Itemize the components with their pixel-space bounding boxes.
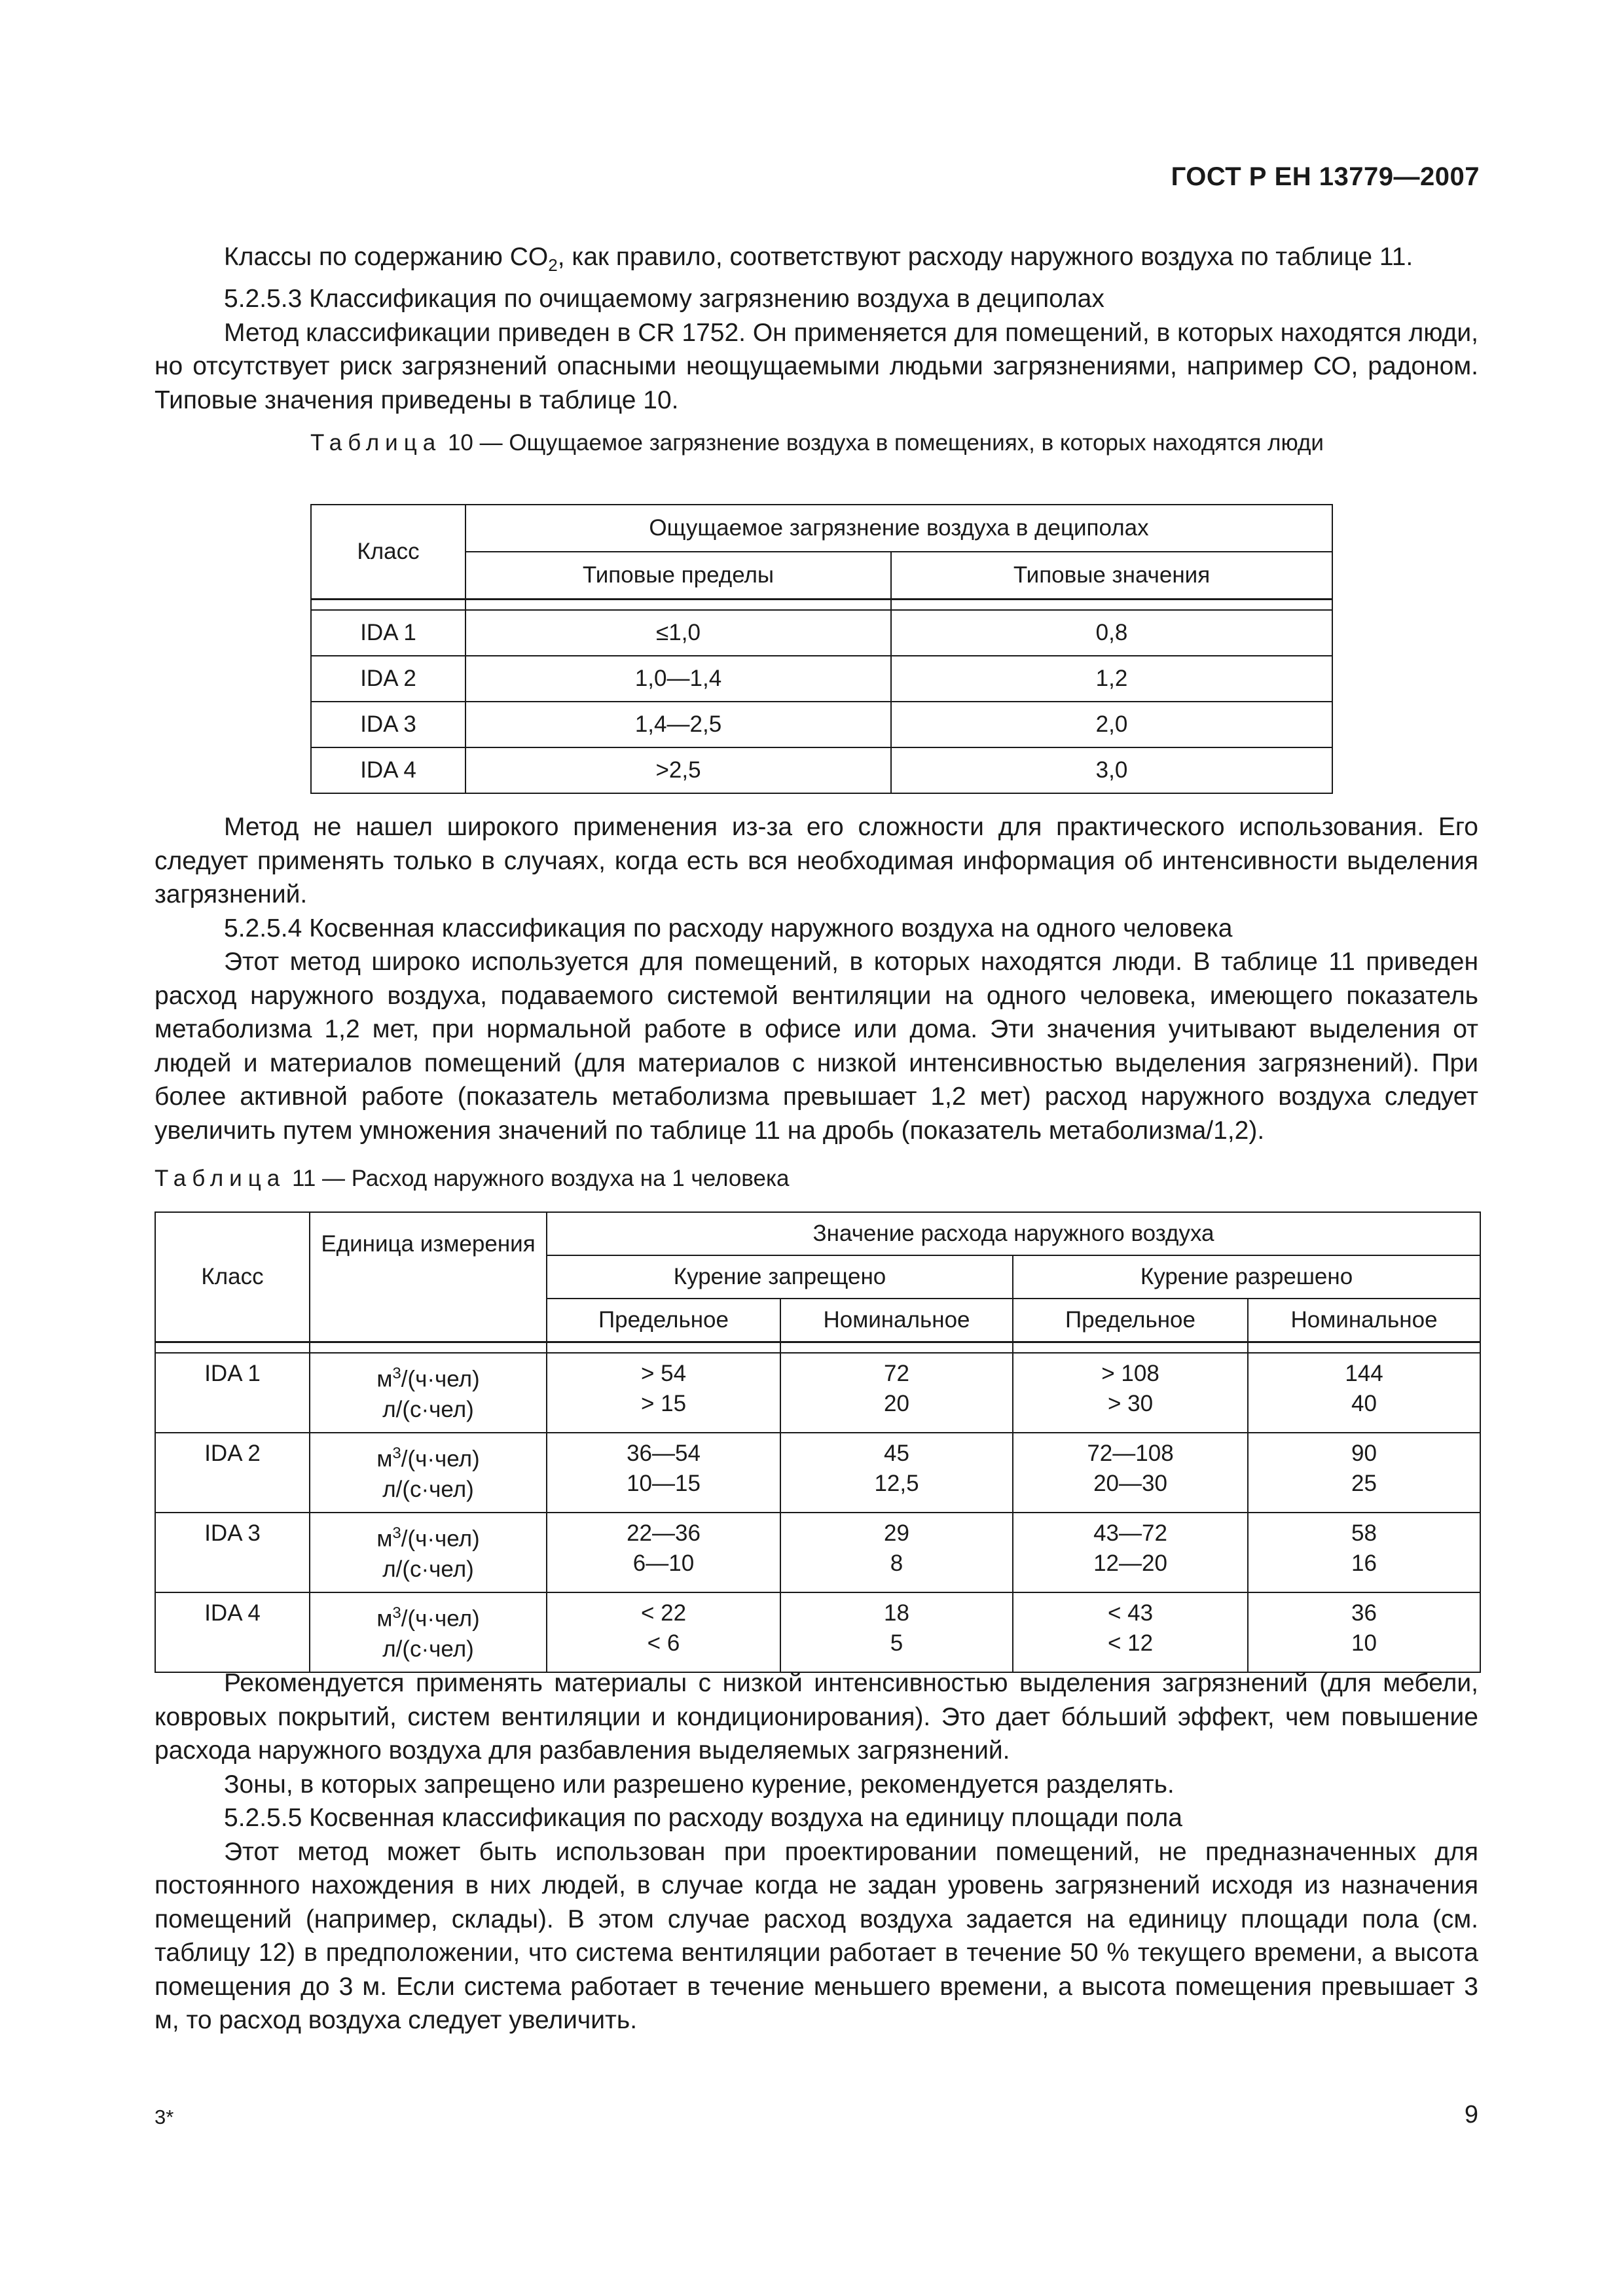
floor-area-paragraph: Этот метод может быть использован при проектировании помещений, не предназначенных для постоянного нахождения в них людей, в случае когда не задан уровень загрязнений исходя из назначения помещений (например, склады). В этом случае расход воздуха задается на единицу площади пола (см. таблицу 12) в предположении, что система вентиляции работает в течение 50 % текущего времени, а высота помещения до 3 м. Если система работает в течение меньшего времени, а высота помещения превышает 3 м, то расход воздуха следует увеличить. bbox=[155, 1837, 1478, 2034]
co2-text-b: , как правило, соответствуют расходу наружного воздуха по таблице 11. bbox=[557, 243, 1413, 271]
table-11-cell-class: IDA 3 bbox=[155, 1513, 310, 1592]
materials-paragraph: Рекомендуется применять материалы с низкой интенсивностью выделения загрязнений (для мебели, ковровых покрытий, систем вентиляции и кондиционирования). Это дает бóльший эффект, чем повышение расхода наружного воздуха для разбавления выделяемых загрязнений. bbox=[155, 1669, 1478, 1765]
table-11-header-nominal: Номинальное bbox=[1248, 1299, 1480, 1342]
table-11-cell-units: $м^3/(ч\cdot чел)$ л/(с·чел) bbox=[310, 1353, 547, 1433]
table-11-cell-ns-nominal: 29 8 bbox=[780, 1513, 1013, 1592]
table-10-cell-limits: 1,0—1,4 bbox=[465, 656, 891, 702]
section-5-2-5-4-heading: 5.2.5.4 Косвенная классификация по расходу наружного воздуха на одного человека bbox=[224, 914, 1233, 942]
table-10-cell-limits: ≤1,0 bbox=[465, 610, 891, 656]
table-11-header-limit: Предельное bbox=[1013, 1299, 1248, 1342]
document-designation: ГОСТ Р ЕН 13779—2007 bbox=[1171, 162, 1480, 191]
sheet-mark: 3* bbox=[155, 2106, 174, 2128]
table-11-header-nominal: Номинальное bbox=[780, 1299, 1013, 1342]
table-row bbox=[155, 1513, 1480, 1592]
table-11-header-group: Значение расхода наружного воздуха bbox=[547, 1212, 1480, 1255]
table-11-cell-ns-limit: > 54 > 15 bbox=[547, 1353, 780, 1433]
table-10-caption-label: Таблица bbox=[310, 430, 442, 456]
table-11-cell-s-limit: 72—108 20—30 bbox=[1013, 1433, 1248, 1513]
table-11-cell-s-limit: < 43 < 12 bbox=[1013, 1592, 1248, 1672]
table-11-cell-ns-nominal: 18 5 bbox=[780, 1592, 1013, 1672]
table-10-cell-value: 1,2 bbox=[891, 656, 1332, 702]
table-11-header-smoking: Курение разрешено bbox=[1013, 1255, 1480, 1299]
intro-section bbox=[155, 240, 1478, 417]
table-10-cell-class: IDA 4 bbox=[311, 747, 465, 793]
table-10-cell-limits: >2,5 bbox=[465, 747, 891, 793]
table-10-cell-limits: 1,4—2,5 bbox=[465, 702, 891, 747]
table-11-cell-s-limit: > 108 > 30 bbox=[1013, 1353, 1248, 1433]
co2-subscript: 2 bbox=[548, 255, 558, 275]
table-11-caption bbox=[155, 1164, 1478, 1194]
table-10-header-class: Класс bbox=[311, 505, 465, 600]
table-10-cell-class: IDA 1 bbox=[311, 610, 465, 656]
complexity-paragraph: Метод не нашел широкого применения из-за его сложности для практического использования. Его следует применять только в случаях, когда есть вся необходимая информация об интенсивности выделения загрязнений. bbox=[155, 813, 1478, 908]
table-11-cell-ns-limit: < 22 < 6 bbox=[547, 1592, 780, 1672]
section-5-2-5-3-heading: 5.2.5.3 Классификация по очищаемому загрязнению воздуха в дециполах bbox=[224, 285, 1104, 314]
table-11-cell-s-nominal: 36 10 bbox=[1248, 1592, 1480, 1672]
table-11-cell-s-nominal: 90 25 bbox=[1248, 1433, 1480, 1513]
table-row bbox=[311, 610, 1332, 656]
outdoor-air-paragraph: Этот метод широко используется для помещений, в которых находятся люди. В таблице 11 приведен расход наружного воздуха, подаваемого системой вентиляции на одного человека, имеющего показатель метаболизма 1,2 мет, при нормальной работе в офисе или дома. Эти значения учитывают выделения от людей и материалов помещений (для материалов с низкой интенсивностью выделения загрязнений). При более активной работе (показатель метаболизма превышает 1,2 мет) расход наружного воздуха следует увеличить путем умножения значений по таблице 11 на дробь (показатель метаболизма/1,2). bbox=[155, 948, 1478, 1145]
middle-section bbox=[155, 810, 1478, 1147]
table-10-caption bbox=[310, 428, 1332, 458]
table-10-cell-value: 0,8 bbox=[891, 610, 1332, 656]
table-10-cell-class: IDA 2 bbox=[311, 656, 465, 702]
table-row bbox=[311, 656, 1332, 702]
table-11-cell-units: $м^3/(ч\cdot чел)$ л/(с·чел) bbox=[310, 1513, 547, 1592]
table-11-cell-units: $м^3/(ч\cdot чел)$ л/(с·чел) bbox=[310, 1592, 547, 1672]
table-11-cell-ns-limit: 22—36 6—10 bbox=[547, 1513, 780, 1592]
table-11-cell-ns-nominal: 45 12,5 bbox=[780, 1433, 1013, 1513]
table-11-cell-units: $м^3/(ч\cdot чел)$ л/(с·чел) bbox=[310, 1433, 547, 1513]
section-5-2-5-5-heading: 5.2.5.5 Косвенная классификация по расходу воздуха на единицу площади пола bbox=[224, 1804, 1182, 1832]
table-10 bbox=[310, 504, 1333, 794]
table-row bbox=[155, 1353, 1480, 1433]
table-11-header-no-smoking: Курение запрещено bbox=[547, 1255, 1013, 1299]
table-11-caption-text: 11 — Расход наружного воздуха на 1 человека bbox=[285, 1166, 790, 1191]
table-11-cell-ns-nominal: 72 20 bbox=[780, 1353, 1013, 1433]
closing-section bbox=[155, 1666, 1478, 2037]
table-11-cell-ns-limit: 36—54 10—15 bbox=[547, 1433, 780, 1513]
table-10-header-group: Ощущаемое загрязнение воздуха в дециполах bbox=[465, 505, 1332, 552]
table-11-cell-class: IDA 4 bbox=[155, 1592, 310, 1672]
page-number: 9 bbox=[1464, 2101, 1478, 2128]
method-paragraph: Метод классификации приведен в CR 1752. Он применяется для помещений, в которых находятся люди, но отсутствует риск загрязнений опасными неощущаемыми людьми загрязнениями, например СО, радоном. Типовые значения приведены в таблице 10. bbox=[155, 318, 1478, 414]
table-10-header-values: Типовые значения bbox=[891, 552, 1332, 600]
table-row bbox=[155, 1592, 1480, 1672]
table-11-header-unit: Единица измерения bbox=[310, 1212, 547, 1342]
table-11-cell-class: IDA 1 bbox=[155, 1353, 310, 1433]
table-row bbox=[311, 747, 1332, 793]
co2-text-a: Классы по содержанию CO bbox=[224, 243, 549, 271]
table-11-header-class: Класс bbox=[155, 1212, 310, 1342]
table-11-cell-s-limit: 43—72 12—20 bbox=[1013, 1513, 1248, 1592]
table-10-cell-value: 2,0 bbox=[891, 702, 1332, 747]
table-11-header-limit: Предельное bbox=[547, 1299, 780, 1342]
table-row bbox=[155, 1433, 1480, 1513]
table-10-header-limits: Типовые пределы bbox=[465, 552, 891, 600]
table-row bbox=[311, 702, 1332, 747]
table-11-caption-label: Таблица bbox=[155, 1166, 286, 1191]
table-11 bbox=[155, 1211, 1481, 1673]
table-10-caption-text: 10 — Ощущаемое загрязнение воздуха в помещениях, в которых находятся люди bbox=[441, 430, 1324, 456]
co2-paragraph bbox=[155, 240, 1478, 282]
table-10-cell-class: IDA 3 bbox=[311, 702, 465, 747]
table-11-cell-s-nominal: 144 40 bbox=[1248, 1353, 1480, 1433]
table-11-cell-class: IDA 2 bbox=[155, 1433, 310, 1513]
table-11-cell-s-nominal: 58 16 bbox=[1248, 1513, 1480, 1592]
smoking-zones-paragraph: Зоны, в которых запрещено или разрешено курение, рекомендуется разделять. bbox=[224, 1770, 1175, 1799]
table-10-cell-value: 3,0 bbox=[891, 747, 1332, 793]
